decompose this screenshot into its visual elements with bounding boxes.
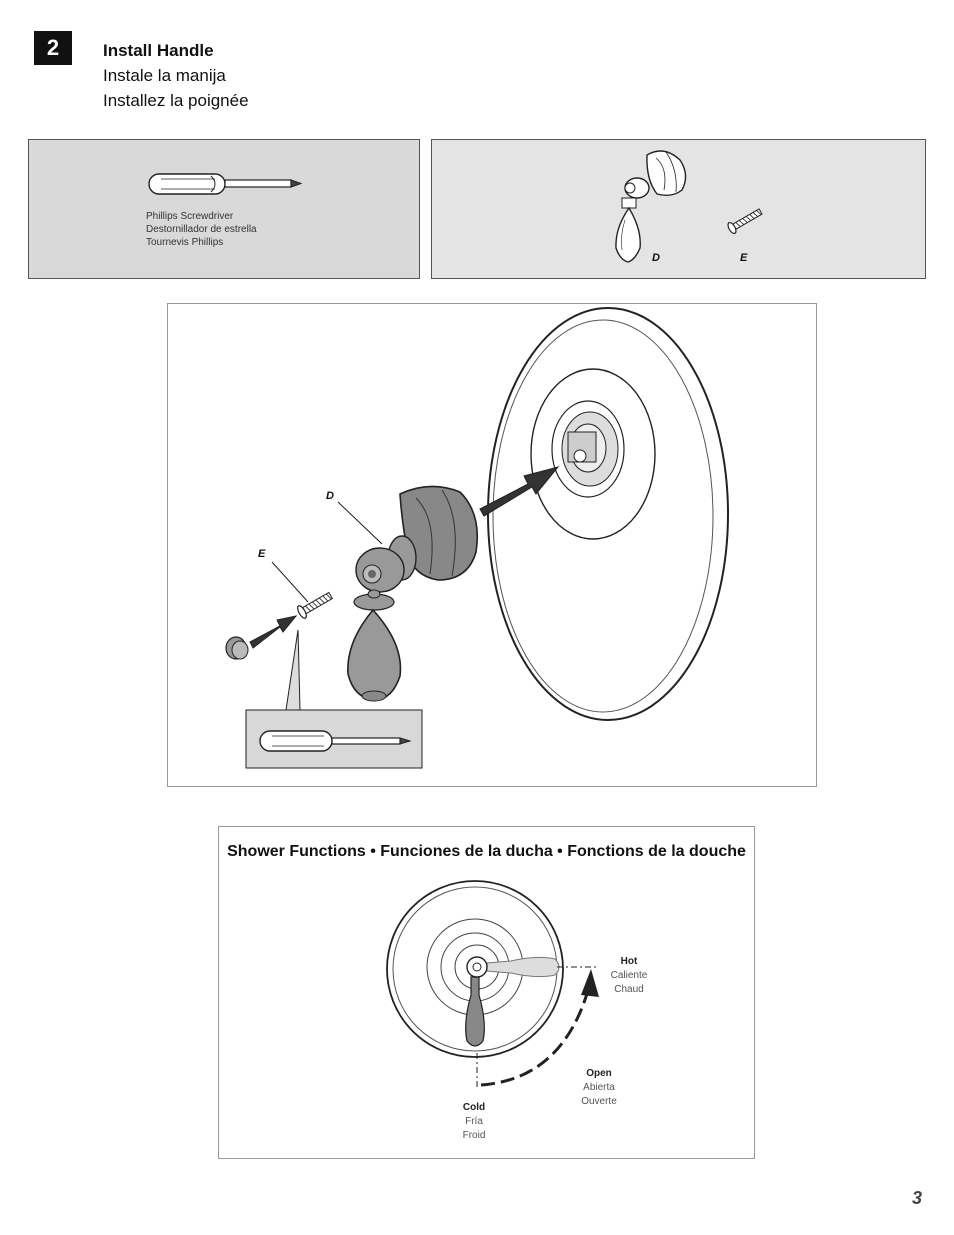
step-title-fr: Installez la poignée <box>103 91 249 110</box>
shower-functions-title: Shower Functions • Funciones de la ducha • Fonctions de la douche <box>227 843 746 860</box>
callout-screwdriver-icon <box>168 304 816 786</box>
phillips-screwdriver-icon <box>29 140 419 278</box>
hot-label-en: Hot <box>620 956 638 967</box>
installation-diagram <box>167 303 817 787</box>
part-e-label: E <box>740 252 748 264</box>
step-title-es: Instale la manija <box>103 66 226 85</box>
diagram-label-e: E <box>258 548 266 560</box>
screw-icon <box>432 140 925 278</box>
tool-name-text <box>146 210 257 249</box>
step-title <box>103 38 249 113</box>
page-number: 3 <box>912 1188 923 1208</box>
hot-label-es: Caliente <box>610 970 648 981</box>
tool-name-fr: Tournevis Phillips <box>146 237 224 248</box>
step-number-badge: 2 <box>34 31 72 65</box>
diagram-label-d: D <box>326 490 334 502</box>
cold-label-es: Fría <box>465 1116 483 1127</box>
tool-name-en: Phillips Screwdriver <box>146 211 234 222</box>
cold-label-en: Cold <box>462 1102 486 1113</box>
tool-name-es: Destornillador de estrella <box>146 224 257 235</box>
parts-panel <box>431 139 926 279</box>
part-d-label: D <box>652 252 660 264</box>
hot-label <box>603 955 655 997</box>
step-title-en: Install Handle <box>103 41 214 60</box>
open-label <box>573 1067 625 1109</box>
cold-label <box>448 1101 500 1143</box>
tools-panel <box>28 139 420 279</box>
open-label-es: Abierta <box>583 1082 615 1093</box>
cold-label-fr: Froid <box>462 1130 486 1141</box>
shower-functions-box <box>218 826 755 1159</box>
open-label-en: Open <box>586 1068 612 1079</box>
open-label-fr: Ouverte <box>581 1096 617 1107</box>
hot-label-fr: Chaud <box>614 984 644 995</box>
